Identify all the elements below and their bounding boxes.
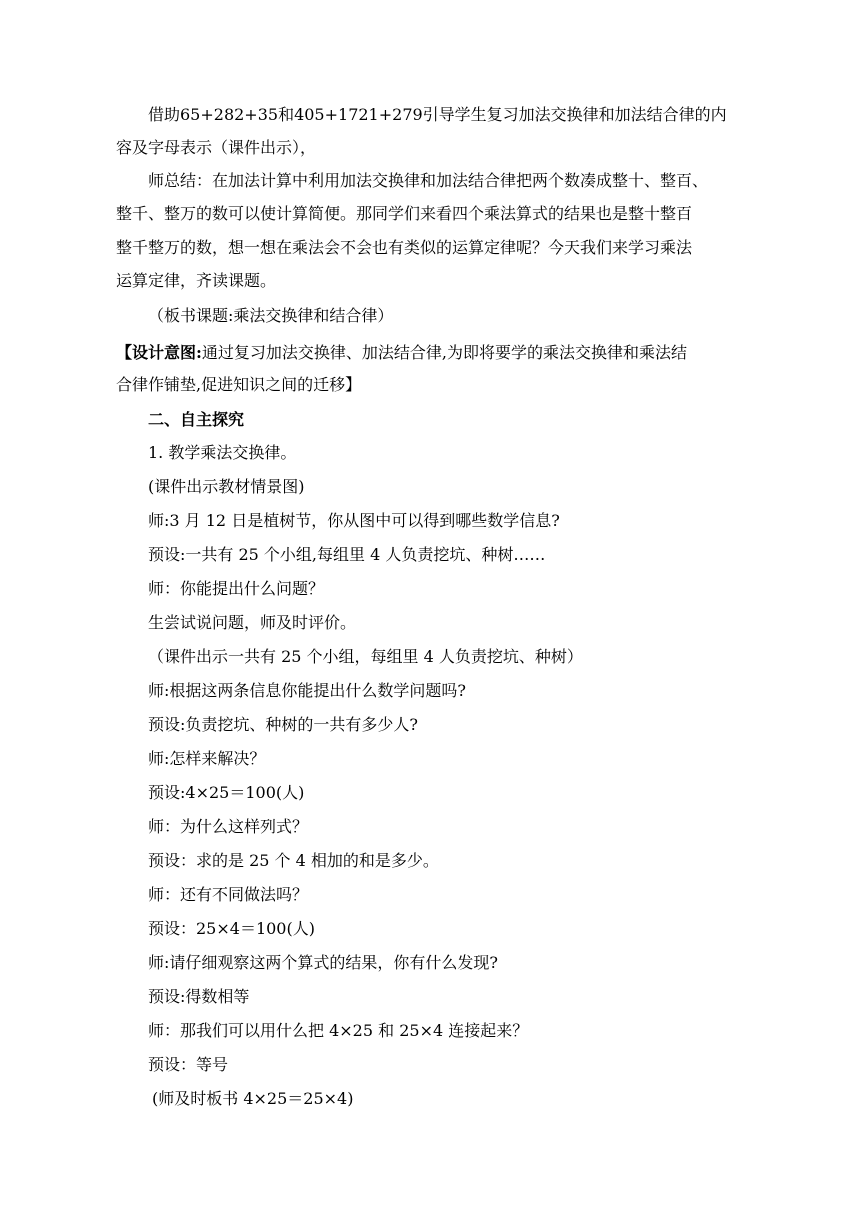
paragraph-line: 师:怎样来解决？ — [148, 749, 266, 768]
board-note: (师及时板书 4×25＝25×4) — [152, 1089, 354, 1108]
paragraph-line: 整千整万的数，想一想在乘法会不会也有类似的运算定律呢？今天我们来学习乘法 — [116, 238, 693, 257]
design-intent-text: 通过复习加法交换律、加法结合律,为即将要学的乘法交换律和乘法结 — [201, 343, 688, 362]
paragraph-line: 师:请仔细观察这两个算式的结果，你有什么发现? — [148, 953, 498, 972]
paragraph-line: 容及字母表示（课件出示）， — [116, 138, 317, 157]
paragraph-line: 师:3 月 12 日是植树节，你从图中可以得到哪些数学信息? — [148, 511, 560, 530]
paragraph-line: 师：还有不同做法吗？ — [148, 885, 309, 904]
board-title-note: （板书课题:乘法交换律和结合律） — [148, 306, 394, 325]
paragraph-line: （课件出示一共有 25 个小组，每组里 4 人负责挖坑、种树） — [148, 647, 583, 666]
design-intent-line — [116, 342, 687, 364]
section-heading: 二、自主探究 — [148, 410, 245, 429]
paragraph-line: 借助65+282+35和405+1721+279引导学生复习加法交换律和加法结合律的内 — [148, 105, 727, 124]
paragraph-line: 预设:负责挖坑、种树的一共有多少人? — [148, 715, 418, 734]
paragraph-line: 预设:4×25＝100(人) — [148, 783, 305, 802]
list-item: 1. 教学乘法交换律。 — [148, 443, 297, 462]
paragraph-line: 运算定律，齐读课题。 — [116, 271, 277, 290]
paragraph-line: 预设：等号 — [148, 1055, 229, 1074]
paragraph-line: 师总结：在加法计算中利用加法交换律和加法结合律把两个数凑成整十、整百、 — [148, 171, 709, 190]
paragraph-line: 预设：25×4＝100(人) — [148, 919, 315, 938]
paragraph-line: 预设：求的是 25 个 4 相加的和是多少。 — [148, 851, 439, 870]
paragraph-line: 师：那我们可以用什么把 4×25 和 25×4 连接起来？ — [148, 1021, 529, 1040]
paragraph-line: 生尝试说问题，师及时评价。 — [148, 613, 357, 632]
paragraph-line: 预设:得数相等 — [148, 987, 250, 1006]
paragraph-line: 预设:一共有 25 个小组,每组里 4 人负责挖坑、种树…… — [148, 545, 546, 564]
paragraph-line: 师：为什么这样列式？ — [148, 817, 309, 836]
design-intent-label: 【设计意图: — [116, 343, 202, 362]
paragraph-line: 师:根据这两条信息你能提出什么数学问题吗? — [148, 681, 466, 700]
paragraph-line: 师：你能提出什么问题？ — [148, 579, 325, 598]
paragraph-line: (课件出示教材情景图) — [148, 477, 305, 496]
paragraph-line: 整千、整万的数可以使计算简便。那同学们来看四个乘法算式的结果也是整十整百 — [116, 204, 693, 223]
design-intent-line-2: 合律作铺垫,促进知识之间的迁移】 — [116, 375, 362, 394]
